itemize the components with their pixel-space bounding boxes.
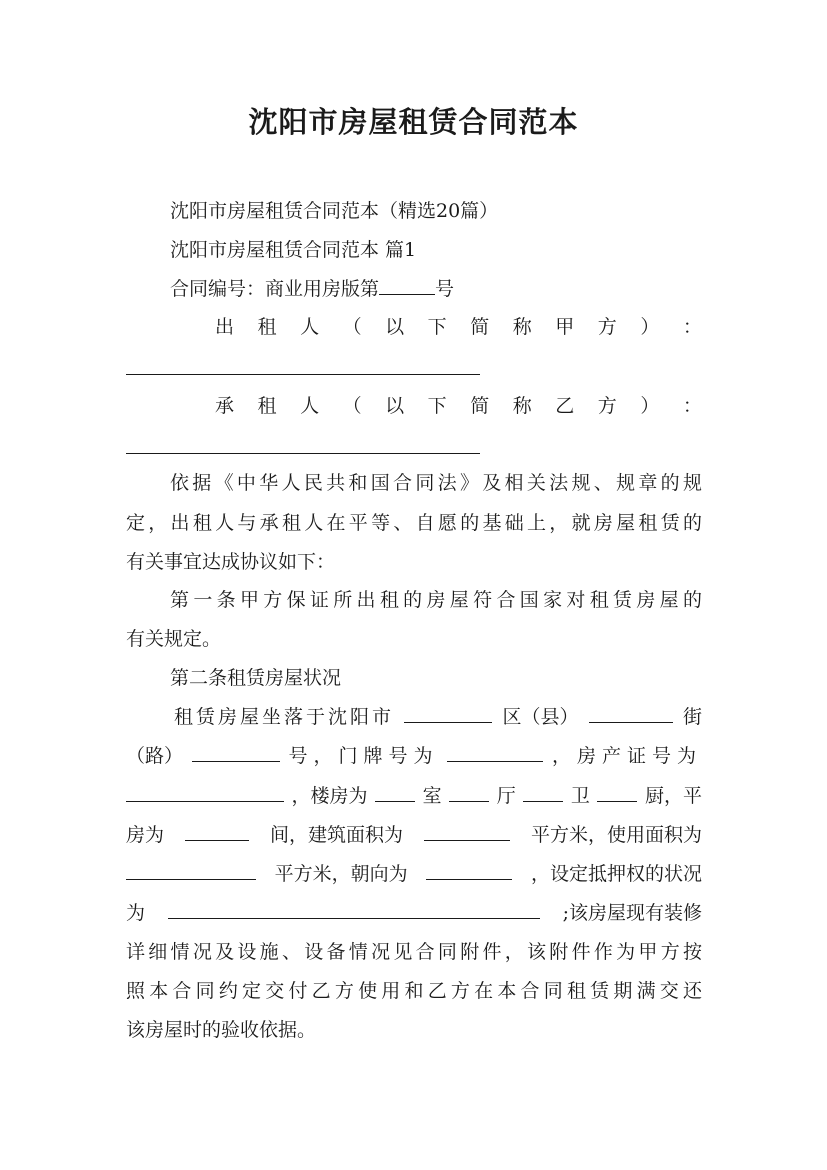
lessor-char: ）: [640, 316, 660, 338]
lessor-char: 称: [512, 316, 532, 338]
document-title: 沈阳市房屋租赁合同范本: [248, 105, 579, 139]
location-text: 租赁房屋坐落于沈阳市: [174, 706, 395, 728]
floor-area-label: 间，建筑面积为: [269, 824, 403, 846]
orientation-blank: [426, 861, 512, 880]
lessee-char: 以: [385, 395, 405, 417]
contract-number-line: [170, 275, 702, 303]
mortgage-line: [126, 899, 702, 927]
lessor-char: ：: [682, 316, 702, 338]
orientation-label: 平方米，朝向为: [274, 863, 408, 885]
lessor-char: 甲: [555, 316, 575, 338]
usable-area-blank: [126, 861, 256, 880]
rooms-blank: [375, 783, 415, 802]
lessor-char: 租: [257, 316, 277, 338]
section-heading: 沈阳市房屋租赁合同范本 篇1: [170, 239, 417, 261]
building-label: ，楼房为: [291, 785, 368, 807]
district-label: 区（县）: [502, 706, 579, 728]
mortgage-prefix: 为: [126, 902, 146, 924]
subtitle-line: 沈阳市房屋租赁合同范本（精选20篇）: [170, 200, 499, 222]
halls-label: 厅: [496, 785, 516, 807]
street-blank: [589, 704, 673, 723]
lessor-char: 人: [300, 316, 320, 338]
lessor-char: 简: [470, 316, 490, 338]
kitchens-blank: [597, 783, 637, 802]
article-one-line: 第一条甲方保证所出租的房屋符合国家对租赁房屋的: [170, 589, 702, 611]
location-line: [174, 703, 702, 731]
orientation-line: [126, 860, 702, 888]
paragraph-line: 依据《中华人民共和国合同法》及相关法规、规章的规: [170, 472, 702, 494]
bungalow-label: 房为: [126, 824, 165, 846]
lessee-char: ）: [640, 395, 660, 417]
lessee-char: 承: [215, 395, 235, 417]
article-one-line: 有关规定。: [126, 628, 222, 650]
baths-label: 卫: [570, 785, 590, 807]
lessee-char: 称: [512, 395, 532, 417]
lessee-char: 简: [470, 395, 490, 417]
door-number-label: 号，门牌号为: [288, 745, 439, 767]
paragraph-line: 有关事宜达成协议如下：: [126, 551, 336, 573]
paragraph-line: 该房屋时的验收依据。: [126, 1019, 317, 1041]
lessor-line: [215, 313, 702, 341]
usable-area-label: 平方米，使用面积为: [530, 824, 702, 846]
address-line: [126, 742, 702, 770]
lessor-char: 以: [385, 316, 405, 338]
lessor-char: 下: [427, 316, 447, 338]
kitchens-label: 厨，平: [644, 785, 702, 807]
lessee-char: ：: [682, 395, 702, 417]
contract-number-label: 合同编号：商业用房版第: [170, 278, 380, 300]
door-number-blank: [447, 743, 543, 762]
bungalow-rooms-blank: [185, 822, 249, 841]
lessor-char: （: [342, 316, 362, 338]
property-cert-blank: [126, 783, 284, 802]
floor-area-blank: [424, 822, 510, 841]
decoration-label: ;该房屋现有装修: [562, 902, 702, 924]
layout-line: [126, 782, 702, 810]
street-label: 街: [682, 706, 702, 728]
area-line: [126, 821, 702, 849]
lessee-blank: [126, 453, 480, 454]
lessor-blank: [126, 374, 480, 375]
road-label: （路）: [126, 745, 184, 767]
lessee-char: 乙: [555, 395, 575, 417]
district-blank: [404, 704, 492, 723]
paragraph-line: 定，出租人与承租人在平等、自愿的基础上，就房屋租赁的: [126, 512, 702, 534]
lessee-char: 租: [257, 395, 277, 417]
lessor-char: 出: [215, 316, 235, 338]
article-two-heading: 第二条租赁房屋状况: [170, 667, 342, 689]
lessee-char: 方: [597, 395, 617, 417]
lessee-line: [215, 392, 702, 420]
baths-blank: [523, 783, 563, 802]
lessee-char: 下: [427, 395, 447, 417]
contract-number-blank: [379, 276, 435, 295]
mortgage-blank: [168, 900, 540, 919]
halls-blank: [449, 783, 489, 802]
mortgage-label: ，设定抵押权的状况: [530, 863, 702, 885]
property-cert-label: ，房产证号为: [551, 745, 702, 767]
lessee-char: 人: [300, 395, 320, 417]
lessee-char: （: [342, 395, 362, 417]
road-number-blank: [192, 743, 280, 762]
contract-number-suffix: 号: [435, 278, 455, 300]
rooms-label: 室: [422, 785, 442, 807]
paragraph-line: 照本合同约定交付乙方使用和乙方在本合同租赁期满交还: [126, 980, 702, 1002]
lessor-char: 方: [597, 316, 617, 338]
paragraph-line: 详细情况及设施、设备情况见合同附件，该附件作为甲方按: [126, 941, 702, 963]
